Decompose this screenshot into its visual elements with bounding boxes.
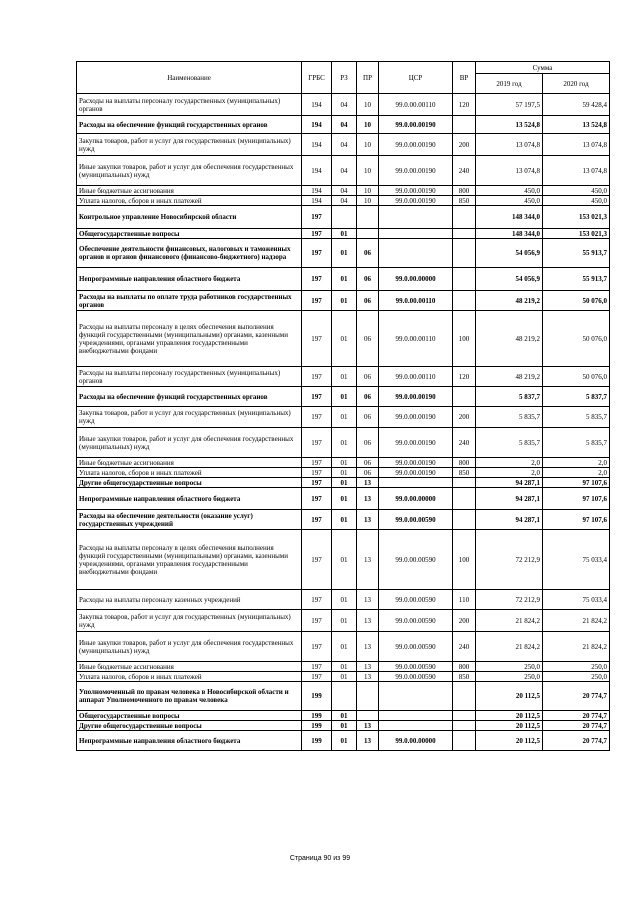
cell-csr: 99.0.00.00190 <box>379 116 453 134</box>
table-row <box>77 662 610 672</box>
header-name: Наименование <box>77 62 302 94</box>
cell-sum-2019: 54 056,9 <box>476 239 543 268</box>
cell-grbs: 197 <box>302 632 332 662</box>
cell-grbs: 199 <box>302 711 332 721</box>
cell-pr: 10 <box>357 186 379 196</box>
cell-vr <box>453 239 476 268</box>
cell-sum-2020: 50 076,0 <box>543 311 610 367</box>
cell-name: Непрограммные направления областного бюджета <box>77 488 302 510</box>
cell-sum-2019: 148 344,0 <box>476 206 543 229</box>
cell-sum-2019: 21 824,2 <box>476 610 543 632</box>
table-row <box>77 116 610 134</box>
cell-sum-2020: 20 774,7 <box>543 682 610 711</box>
cell-vr: 120 <box>453 94 476 116</box>
cell-rz: 01 <box>332 367 357 387</box>
cell-sum-2019: 54 056,9 <box>476 268 543 291</box>
cell-name: Расходы на обеспечение функций государственных органов <box>77 387 302 407</box>
cell-sum-2020: 55 913,7 <box>543 239 610 268</box>
cell-rz: 01 <box>332 662 357 672</box>
cell-vr: 200 <box>453 407 476 428</box>
table-row <box>77 488 610 510</box>
cell-name: Общегосударственные вопросы <box>77 711 302 721</box>
cell-sum-2019: 48 219,2 <box>476 367 543 387</box>
cell-name: Закупка товаров, работ и услуг для государственных (муниципальных) нужд <box>77 134 302 156</box>
cell-grbs: 197 <box>302 488 332 510</box>
cell-pr <box>357 682 379 711</box>
table-row <box>77 229 610 239</box>
cell-csr: 99.0.00.00590 <box>379 510 453 530</box>
cell-csr: 99.0.00.00190 <box>379 428 453 458</box>
cell-csr: 99.0.00.00000 <box>379 731 453 751</box>
cell-pr: 06 <box>357 387 379 407</box>
cell-grbs: 197 <box>302 458 332 468</box>
cell-grbs: 197 <box>302 590 332 610</box>
cell-csr: 99.0.00.00590 <box>379 632 453 662</box>
header-year-2019: 2019 год <box>476 74 543 94</box>
cell-rz: 01 <box>332 610 357 632</box>
cell-sum-2019: 72 212,9 <box>476 530 543 590</box>
cell-csr: 99.0.00.00110 <box>379 367 453 387</box>
cell-csr: 99.0.00.00190 <box>379 387 453 407</box>
cell-vr: 800 <box>453 662 476 672</box>
cell-sum-2020: 97 107,6 <box>543 478 610 488</box>
cell-pr: 13 <box>357 488 379 510</box>
cell-rz: 04 <box>332 196 357 206</box>
cell-sum-2020: 450,0 <box>543 186 610 196</box>
cell-sum-2020: 20 774,7 <box>543 731 610 751</box>
cell-pr: 13 <box>357 510 379 530</box>
cell-sum-2020: 153 021,3 <box>543 229 610 239</box>
cell-name: Расходы на выплаты персоналу государственных (муниципальных) органов <box>77 367 302 387</box>
cell-vr: 100 <box>453 311 476 367</box>
cell-rz: 01 <box>332 530 357 590</box>
cell-pr: 06 <box>357 468 379 478</box>
cell-rz: 01 <box>332 268 357 291</box>
table-row <box>77 196 610 206</box>
cell-grbs: 194 <box>302 186 332 196</box>
cell-sum-2019: 20 112,5 <box>476 721 543 731</box>
cell-csr: 99.0.00.00110 <box>379 94 453 116</box>
cell-csr <box>379 682 453 711</box>
table-row <box>77 291 610 311</box>
header-sum: Сумма <box>476 62 610 74</box>
cell-vr: 800 <box>453 186 476 196</box>
cell-grbs: 197 <box>302 478 332 488</box>
cell-rz: 01 <box>332 488 357 510</box>
cell-name: Расходы на обеспечение деятельности (оказание услуг) государственных учреждений <box>77 510 302 530</box>
cell-rz: 01 <box>332 590 357 610</box>
cell-sum-2019: 148 344,0 <box>476 229 543 239</box>
cell-rz: 01 <box>332 239 357 268</box>
header-csr: ЦСР <box>379 62 453 94</box>
cell-vr: 240 <box>453 156 476 186</box>
cell-rz: 01 <box>332 711 357 721</box>
cell-vr <box>453 488 476 510</box>
cell-csr: 99.0.00.00110 <box>379 311 453 367</box>
cell-name: Непрограммные направления областного бюджета <box>77 268 302 291</box>
cell-name: Иные бюджетные ассигнования <box>77 186 302 196</box>
cell-csr: 99.0.00.00110 <box>379 291 453 311</box>
cell-sum-2019: 48 219,2 <box>476 311 543 367</box>
cell-grbs: 194 <box>302 116 332 134</box>
table-row <box>77 428 610 458</box>
cell-csr: 99.0.00.00190 <box>379 196 453 206</box>
page-footer: Страница 90 из 99 <box>289 855 351 862</box>
cell-grbs: 197 <box>302 468 332 478</box>
cell-vr: 240 <box>453 632 476 662</box>
cell-name: Контрольное управление Новосибирской области <box>77 206 302 229</box>
cell-grbs: 197 <box>302 428 332 458</box>
cell-csr: 99.0.00.00590 <box>379 610 453 632</box>
cell-vr <box>453 206 476 229</box>
table-row <box>77 510 610 530</box>
cell-sum-2020: 55 913,7 <box>543 268 610 291</box>
cell-vr <box>453 721 476 731</box>
cell-sum-2019: 2,0 <box>476 458 543 468</box>
cell-grbs: 197 <box>302 229 332 239</box>
cell-name: Непрограммные направления областного бюджета <box>77 731 302 751</box>
cell-sum-2020: 450,0 <box>543 196 610 206</box>
cell-name: Общегосударственные вопросы <box>77 229 302 239</box>
cell-sum-2019: 94 287,1 <box>476 488 543 510</box>
cell-sum-2020: 153 021,3 <box>543 206 610 229</box>
cell-vr: 100 <box>453 530 476 590</box>
cell-rz: 04 <box>332 156 357 186</box>
cell-csr: 99.0.00.00190 <box>379 186 453 196</box>
header-year-2020: 2020 год <box>543 74 610 94</box>
header-rz: РЗ <box>332 62 357 94</box>
cell-sum-2019: 72 212,9 <box>476 590 543 610</box>
cell-pr <box>357 229 379 239</box>
cell-name: Уплата налогов, сборов и иных платежей <box>77 196 302 206</box>
cell-name: Иные закупки товаров, работ и услуг для обеспечения государственных (муниципальных) нужд <box>77 632 302 662</box>
cell-rz: 01 <box>332 632 357 662</box>
cell-vr <box>453 268 476 291</box>
cell-name: Иные бюджетные ассигнования <box>77 662 302 672</box>
cell-sum-2019: 5 835,7 <box>476 407 543 428</box>
table-row <box>77 721 610 731</box>
cell-rz: 01 <box>332 721 357 731</box>
table-body <box>77 94 610 751</box>
table-row <box>77 239 610 268</box>
table-row <box>77 530 610 590</box>
cell-grbs: 197 <box>302 268 332 291</box>
cell-grbs: 199 <box>302 682 332 711</box>
cell-csr <box>379 478 453 488</box>
cell-pr: 06 <box>357 311 379 367</box>
table-row <box>77 610 610 632</box>
cell-pr <box>357 206 379 229</box>
cell-pr <box>357 711 379 721</box>
budget-table-page <box>76 61 609 751</box>
cell-pr: 06 <box>357 458 379 468</box>
table-row <box>77 590 610 610</box>
cell-vr: 200 <box>453 610 476 632</box>
cell-name: Иные закупки товаров, работ и услуг для обеспечения государственных (муниципальных) нужд <box>77 428 302 458</box>
cell-rz: 01 <box>332 291 357 311</box>
cell-grbs: 197 <box>302 530 332 590</box>
cell-pr: 10 <box>357 156 379 186</box>
table-row <box>77 311 610 367</box>
cell-grbs: 197 <box>302 662 332 672</box>
cell-sum-2019: 20 112,5 <box>476 731 543 751</box>
table-row <box>77 94 610 116</box>
table-row <box>77 387 610 407</box>
cell-sum-2020: 59 428,4 <box>543 94 610 116</box>
cell-sum-2019: 13 524,8 <box>476 116 543 134</box>
cell-grbs: 194 <box>302 134 332 156</box>
cell-sum-2019: 450,0 <box>476 196 543 206</box>
cell-sum-2019: 20 112,5 <box>476 682 543 711</box>
cell-vr <box>453 387 476 407</box>
cell-sum-2020: 250,0 <box>543 672 610 682</box>
cell-sum-2019: 250,0 <box>476 672 543 682</box>
cell-name: Другие общегосударственные вопросы <box>77 478 302 488</box>
cell-vr: 200 <box>453 134 476 156</box>
cell-name: Закупка товаров, работ и услуг для государственных (муниципальных) нужд <box>77 407 302 428</box>
table-row <box>77 407 610 428</box>
cell-name: Уплата налогов, сборов и иных платежей <box>77 672 302 682</box>
cell-pr: 13 <box>357 662 379 672</box>
cell-name: Расходы на выплаты персоналу в целях обеспечения выполнения функций государственными (муниципальными) органами, казенными учреждениями, органами управления государственными внебюджетными фондами <box>77 311 302 367</box>
cell-sum-2019: 250,0 <box>476 662 543 672</box>
cell-pr: 06 <box>357 239 379 268</box>
cell-rz: 01 <box>332 229 357 239</box>
cell-vr <box>453 291 476 311</box>
cell-sum-2019: 5 837,7 <box>476 387 543 407</box>
header-vr: ВР <box>453 62 476 94</box>
cell-pr: 13 <box>357 590 379 610</box>
cell-csr: 99.0.00.00190 <box>379 156 453 186</box>
cell-sum-2019: 450,0 <box>476 186 543 196</box>
cell-grbs: 197 <box>302 510 332 530</box>
cell-grbs: 194 <box>302 196 332 206</box>
table-row <box>77 731 610 751</box>
cell-rz <box>332 206 357 229</box>
cell-pr: 06 <box>357 291 379 311</box>
cell-pr: 10 <box>357 116 379 134</box>
cell-csr: 99.0.00.00000 <box>379 488 453 510</box>
cell-sum-2020: 21 824,2 <box>543 632 610 662</box>
cell-sum-2020: 20 774,7 <box>543 711 610 721</box>
cell-csr <box>379 206 453 229</box>
table-row <box>77 632 610 662</box>
cell-grbs: 197 <box>302 610 332 632</box>
cell-vr <box>453 711 476 721</box>
cell-rz: 04 <box>332 134 357 156</box>
cell-pr: 06 <box>357 268 379 291</box>
cell-vr <box>453 116 476 134</box>
cell-rz: 01 <box>332 428 357 458</box>
cell-pr: 06 <box>357 367 379 387</box>
table-row <box>77 367 610 387</box>
cell-sum-2020: 50 076,0 <box>543 367 610 387</box>
cell-pr: 10 <box>357 134 379 156</box>
cell-grbs: 197 <box>302 311 332 367</box>
cell-sum-2019: 21 824,2 <box>476 632 543 662</box>
cell-vr: 240 <box>453 428 476 458</box>
cell-sum-2019: 13 074,8 <box>476 134 543 156</box>
cell-name: Расходы на выплаты персоналу казенных учреждений <box>77 590 302 610</box>
cell-pr: 13 <box>357 530 379 590</box>
cell-pr: 10 <box>357 196 379 206</box>
cell-sum-2020: 13 524,8 <box>543 116 610 134</box>
cell-csr: 99.0.00.00190 <box>379 458 453 468</box>
cell-grbs: 197 <box>302 407 332 428</box>
table-row <box>77 186 610 196</box>
cell-vr <box>453 229 476 239</box>
cell-sum-2019: 94 287,1 <box>476 478 543 488</box>
cell-rz: 01 <box>332 468 357 478</box>
header-grbs: ГРБС <box>302 62 332 94</box>
cell-sum-2019: 48 219,2 <box>476 291 543 311</box>
cell-csr: 99.0.00.00590 <box>379 672 453 682</box>
cell-sum-2020: 13 074,8 <box>543 156 610 186</box>
cell-vr <box>453 682 476 711</box>
cell-sum-2020: 5 835,7 <box>543 428 610 458</box>
cell-pr: 13 <box>357 610 379 632</box>
cell-pr: 06 <box>357 428 379 458</box>
cell-name: Расходы на выплаты персоналу государственных (муниципальных) органов <box>77 94 302 116</box>
cell-grbs: 197 <box>302 239 332 268</box>
cell-sum-2020: 50 076,0 <box>543 291 610 311</box>
cell-grbs: 194 <box>302 156 332 186</box>
cell-vr: 850 <box>453 468 476 478</box>
cell-vr: 110 <box>453 590 476 610</box>
cell-rz: 04 <box>332 94 357 116</box>
cell-rz: 01 <box>332 458 357 468</box>
cell-grbs: 197 <box>302 672 332 682</box>
cell-vr <box>453 731 476 751</box>
cell-csr: 99.0.00.00590 <box>379 530 453 590</box>
table-row <box>77 458 610 468</box>
cell-sum-2020: 13 074,8 <box>543 134 610 156</box>
cell-csr: 99.0.00.00590 <box>379 590 453 610</box>
cell-csr: 99.0.00.00000 <box>379 268 453 291</box>
cell-grbs: 199 <box>302 721 332 731</box>
cell-sum-2020: 75 033,4 <box>543 590 610 610</box>
budget-table <box>76 61 610 751</box>
cell-pr: 13 <box>357 478 379 488</box>
cell-csr <box>379 239 453 268</box>
cell-sum-2020: 75 033,4 <box>543 530 610 590</box>
cell-rz: 01 <box>332 672 357 682</box>
cell-pr: 13 <box>357 672 379 682</box>
cell-grbs: 197 <box>302 367 332 387</box>
cell-pr: 06 <box>357 407 379 428</box>
cell-vr <box>453 478 476 488</box>
cell-rz: 04 <box>332 186 357 196</box>
cell-csr <box>379 721 453 731</box>
cell-vr: 850 <box>453 672 476 682</box>
cell-name: Обеспечение деятельности финансовых, налоговых и таможенных органов и органов финансового (финансово-бюджетного) надзора <box>77 239 302 268</box>
cell-name: Расходы на выплаты по оплате труда работников государственных органов <box>77 291 302 311</box>
table-row <box>77 206 610 229</box>
cell-name: Уплата налогов, сборов и иных платежей <box>77 468 302 478</box>
cell-name: Другие общегосударственные вопросы <box>77 721 302 731</box>
header-pr: ПР <box>357 62 379 94</box>
cell-grbs: 197 <box>302 387 332 407</box>
cell-pr: 10 <box>357 94 379 116</box>
cell-csr: 99.0.00.00590 <box>379 662 453 672</box>
cell-sum-2020: 2,0 <box>543 458 610 468</box>
cell-vr: 120 <box>453 367 476 387</box>
cell-name: Закупка товаров, работ и услуг для государственных (муниципальных) нужд <box>77 610 302 632</box>
cell-rz: 01 <box>332 510 357 530</box>
cell-sum-2020: 97 107,6 <box>543 488 610 510</box>
table-row <box>77 156 610 186</box>
cell-rz: 01 <box>332 478 357 488</box>
cell-sum-2019: 5 835,7 <box>476 428 543 458</box>
cell-sum-2019: 57 197,5 <box>476 94 543 116</box>
cell-rz: 01 <box>332 731 357 751</box>
cell-pr: 13 <box>357 721 379 731</box>
cell-sum-2019: 2,0 <box>476 468 543 478</box>
cell-rz: 01 <box>332 407 357 428</box>
table-row <box>77 711 610 721</box>
cell-vr: 800 <box>453 458 476 468</box>
cell-sum-2020: 250,0 <box>543 662 610 672</box>
cell-sum-2020: 97 107,6 <box>543 510 610 530</box>
cell-pr: 13 <box>357 632 379 662</box>
table-row <box>77 268 610 291</box>
cell-sum-2020: 5 835,7 <box>543 407 610 428</box>
cell-csr: 99.0.00.00190 <box>379 468 453 478</box>
cell-pr: 13 <box>357 731 379 751</box>
cell-grbs: 194 <box>302 94 332 116</box>
cell-csr <box>379 229 453 239</box>
cell-sum-2019: 94 287,1 <box>476 510 543 530</box>
cell-sum-2020: 20 774,7 <box>543 721 610 731</box>
cell-rz: 01 <box>332 311 357 367</box>
table-row <box>77 478 610 488</box>
cell-grbs: 197 <box>302 291 332 311</box>
cell-grbs: 199 <box>302 731 332 751</box>
cell-sum-2019: 20 112,5 <box>476 711 543 721</box>
cell-rz <box>332 682 357 711</box>
cell-grbs: 197 <box>302 206 332 229</box>
cell-name: Уполномоченный по правам человека в Новосибирской области и аппарат Уполномоченного по правам человека <box>77 682 302 711</box>
cell-rz: 01 <box>332 387 357 407</box>
cell-sum-2020: 5 837,7 <box>543 387 610 407</box>
cell-csr: 99.0.00.00190 <box>379 407 453 428</box>
cell-name: Иные бюджетные ассигнования <box>77 458 302 468</box>
cell-sum-2019: 13 074,8 <box>476 156 543 186</box>
cell-name: Расходы на выплаты персоналу в целях обеспечения выполнения функций государственными (муниципальными) органами, казенными учреждениями, органами управления государственными внебюджетными фондами <box>77 530 302 590</box>
table-row <box>77 682 610 711</box>
cell-name: Иные закупки товаров, работ и услуг для обеспечения государственных (муниципальных) нужд <box>77 156 302 186</box>
cell-csr: 99.0.00.00190 <box>379 134 453 156</box>
cell-sum-2020: 21 824,2 <box>543 610 610 632</box>
table-row <box>77 468 610 478</box>
cell-csr <box>379 711 453 721</box>
cell-rz: 04 <box>332 116 357 134</box>
table-row <box>77 672 610 682</box>
cell-sum-2020: 2,0 <box>543 468 610 478</box>
cell-vr: 850 <box>453 196 476 206</box>
cell-vr <box>453 510 476 530</box>
table-row <box>77 134 610 156</box>
cell-name: Расходы на обеспечение функций государственных органов <box>77 116 302 134</box>
